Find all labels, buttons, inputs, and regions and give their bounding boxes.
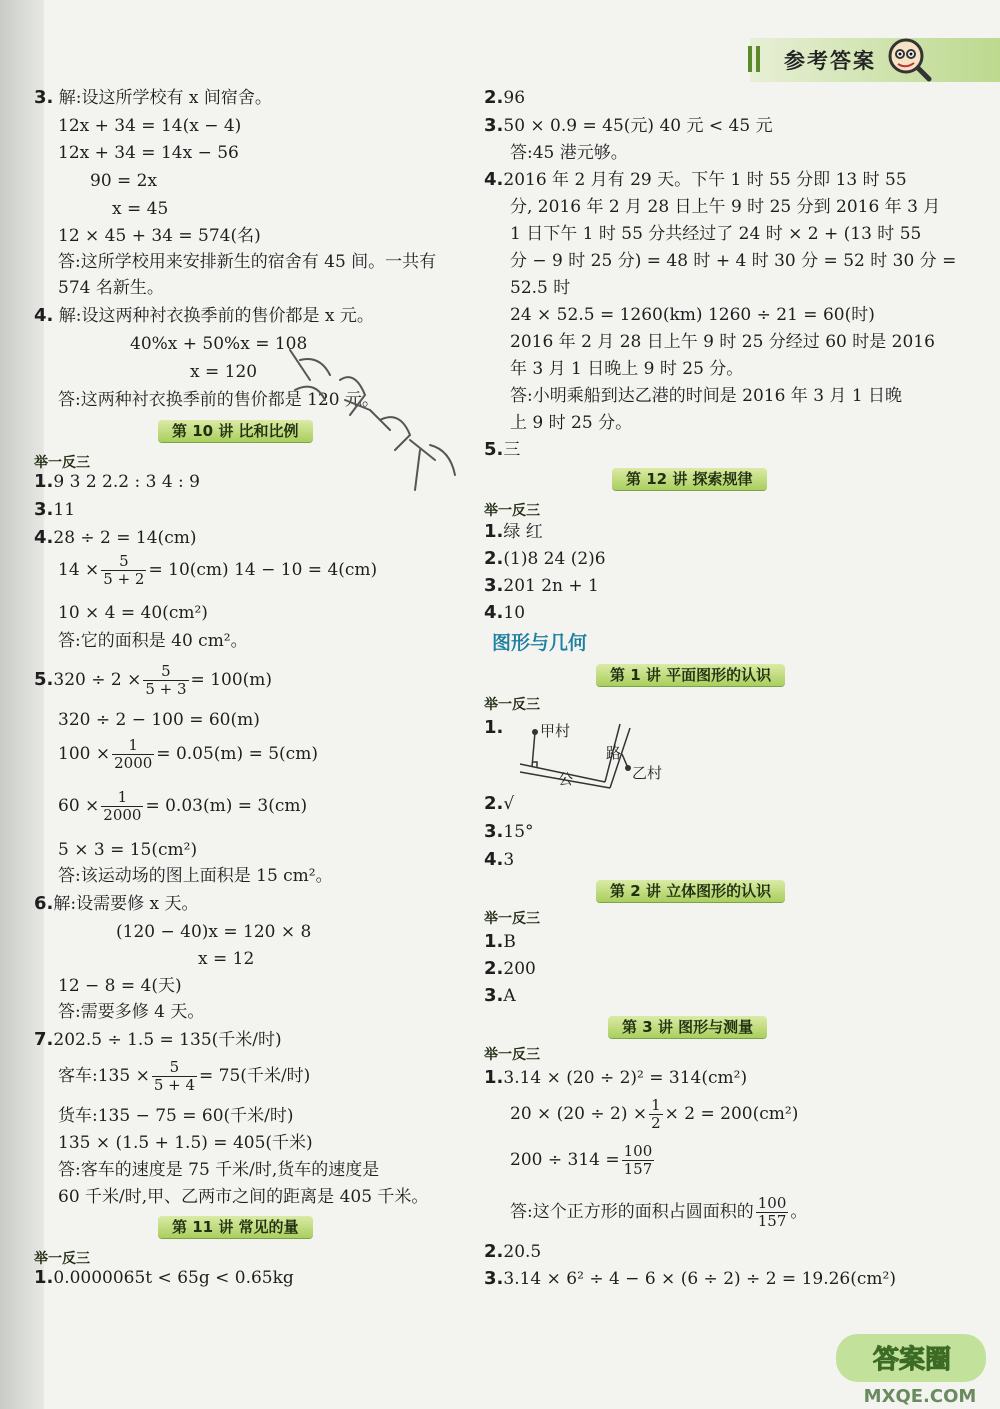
a1-line: [34, 470, 200, 494]
road-label-2: 路: [606, 744, 622, 762]
denominator: 2000: [103, 806, 142, 824]
r4-text: 2016 年 2 月有 29 天。下午 1 时 55 分即 13 时 55: [503, 170, 907, 190]
a5-line-1: [34, 662, 272, 698]
a6-line-1: [34, 892, 199, 916]
r4-line-7: 2016 年 2 月 28 日上午 9 时 25 分经过 60 时是 2016: [510, 332, 935, 352]
a5-result-3: = 0.03(m) = 3(cm): [145, 796, 308, 816]
practice-tag: 举一反三: [34, 1251, 90, 1267]
r4-line-9: 答:小明乘船到达乙港的时间是 2016 年 3 月 1 日晚: [510, 386, 903, 406]
a5-expr-2: 100 ×: [58, 744, 111, 764]
a5-expr-3: 60 ×: [58, 796, 100, 816]
b1-line: [34, 1266, 294, 1290]
r3-text: 50 × 0.9 = 45(元) 40 元 < 45 元: [503, 116, 773, 136]
village-a-label: 甲村: [540, 722, 571, 740]
lesson-3-banner: 第 3 讲 图形与测量: [608, 1016, 767, 1038]
a6-number: 6.: [34, 893, 54, 914]
fraction: [622, 1143, 655, 1178]
r4-line-8: 年 3 月 1 日晚上 9 时 25 分。: [510, 359, 744, 379]
a5-result: = 100(m): [190, 670, 273, 690]
c3-number: 3.: [484, 575, 504, 596]
a1-text: 9 3 2 2.2 : 3 4 : 9: [53, 472, 200, 492]
a6-line-3: x = 12: [198, 949, 255, 969]
e2-number: 2.: [484, 958, 504, 979]
d1-number: 1.: [484, 717, 504, 738]
q3-line-7: 答:这所学校用来安排新生的宿舍有 45 间。一共有: [58, 252, 437, 272]
r4-line-1: [484, 168, 907, 192]
f1-line-4: [510, 1194, 807, 1230]
b1-text: 0.0000065t < 65g < 0.65kg: [53, 1268, 294, 1288]
e3-line: [484, 984, 516, 1008]
f1-line-1: [484, 1066, 747, 1090]
q4-line-1: [34, 304, 374, 328]
r2-number: 2.: [484, 87, 504, 108]
a4-line-1: [34, 526, 196, 550]
r4-line-4: 分 − 9 时 25 分) = 48 时 + 4 时 30 分 = 52 时 30 分 =: [510, 251, 957, 271]
r4-number: 4.: [484, 169, 504, 190]
a4-line-4: 答:它的面积是 40 cm²。: [58, 631, 248, 651]
f1-text: 3.14 × (20 ÷ 2)² = 314(cm²): [503, 1068, 748, 1088]
a6-text: 解:设需要修 x 天。: [53, 894, 199, 914]
r4-line-2: 分, 2016 年 2 月 28 日上午 9 时 25 分到 2016 年 3 月: [510, 197, 941, 217]
f1-expr-2: 200 ÷ 314 =: [510, 1150, 620, 1170]
a6-line-4: 12 − 8 = 4(天): [58, 976, 182, 996]
a6-line-2: (120 − 40)x = 120 × 8: [116, 922, 312, 942]
c1-line: [484, 520, 543, 544]
denominator: 5 + 4: [153, 1076, 196, 1094]
denominator: 2: [651, 1114, 661, 1132]
numerator: 5: [152, 1059, 197, 1077]
a4-line-3: 10 × 4 = 40(cm²): [58, 603, 208, 623]
handwritten-scribble: [270, 340, 480, 510]
denominator: 157: [623, 1160, 653, 1178]
f3-number: 3.: [484, 1268, 504, 1289]
numerator: 1: [101, 789, 143, 807]
q4-line-4: 答:这两种衬衣换季前的售价都是 120 元。: [58, 390, 379, 410]
a7-line-1: [34, 1028, 282, 1052]
a5-line-3: [58, 736, 318, 772]
numerator: 100: [757, 1194, 787, 1212]
c4-text: 10: [503, 603, 526, 623]
numerator: 5: [101, 553, 146, 571]
d3-number: 3.: [484, 821, 504, 842]
q3-line-8: 574 名新生。: [58, 278, 164, 298]
numerator: 1: [651, 1096, 661, 1114]
c1-text: 绿 红: [503, 522, 543, 542]
a5-line-6: 答:该运动场的图上面积是 15 cm²。: [58, 866, 333, 886]
a5-line-2: 320 ÷ 2 − 100 = 60(m): [58, 710, 260, 730]
d2-line: [484, 792, 514, 816]
a7-number: 7.: [34, 1029, 54, 1050]
f1-result: × 2 = 200(cm²): [664, 1104, 799, 1124]
q4-number: 4.: [34, 305, 54, 326]
village-road-diagram: [510, 712, 710, 792]
a7-line-4: 135 × (1.5 + 1.5) = 405(千米): [58, 1133, 313, 1153]
e1-text: B: [503, 932, 516, 952]
a5-number: 5.: [34, 669, 54, 690]
c3-text: 201 2n + 1: [503, 576, 599, 596]
e2-text: 200: [503, 959, 536, 979]
village-a-dot: [532, 729, 538, 735]
e1-line: [484, 930, 516, 954]
f3-line: [484, 1267, 896, 1291]
c4-number: 4.: [484, 602, 504, 623]
e3-number: 3.: [484, 985, 504, 1006]
fraction: [649, 1097, 663, 1132]
e2-line: [484, 957, 536, 981]
r3-line-1: [484, 114, 773, 138]
f1-expr: 20 × (20 ÷ 2) ×: [510, 1104, 648, 1124]
magnifier-mascot-icon: [884, 34, 932, 82]
r5-number: 5.: [484, 439, 504, 460]
a7-line-3: 货车:135 − 75 = 60(千米/时): [58, 1106, 294, 1126]
a5-expr: 320 ÷ 2 ×: [53, 670, 142, 690]
numerator: 1: [112, 737, 154, 755]
numerator: 5: [143, 663, 188, 681]
a5-line-5: 5 × 3 = 15(cm²): [58, 840, 198, 860]
c2-text: (1)8 24 (2)6: [503, 549, 606, 569]
a3-text: 11: [53, 500, 76, 520]
r5-text: 三: [503, 440, 521, 460]
fraction: [112, 737, 154, 772]
binding-gutter: [0, 0, 44, 1409]
denominator: 5 + 2: [103, 570, 145, 588]
r3-number: 3.: [484, 115, 504, 136]
e1-number: 1.: [484, 931, 504, 952]
r5-line: [484, 438, 520, 462]
q3-line-2: 12x + 34 = 14(x − 4): [58, 116, 242, 136]
d4-number: 4.: [484, 849, 504, 870]
fraction: [101, 789, 143, 824]
a6-line-5: 答:需要多修 4 天。: [58, 1002, 205, 1022]
f2-line: [484, 1240, 541, 1264]
r2-line: [484, 86, 525, 110]
r4-line-3: 1 日下午 1 时 55 分共经过了 24 时 × 2 + (13 时 55: [510, 224, 922, 244]
lesson-10-banner: 第 10 讲 比和比例: [158, 420, 313, 442]
lesson-11-banner: 第 11 讲 常见的量: [158, 1216, 313, 1238]
r4-line-10: 上 9 时 25 分。: [510, 413, 633, 433]
lesson-12-banner: 第 12 讲 探索规律: [612, 468, 767, 490]
d1-line: [484, 716, 503, 740]
page-title: 参考答案: [784, 49, 876, 73]
d4-text: 3: [503, 850, 515, 870]
c2-line: [484, 547, 606, 571]
lesson-2-banner: 第 2 讲 立体图形的认识: [596, 880, 785, 902]
q3-text: 解:设这所学校有 x 间宿舍。: [58, 88, 272, 108]
a7-text: 202.5 ÷ 1.5 = 135(千米/时): [53, 1030, 282, 1050]
f1-answer-end: 。: [790, 1202, 808, 1222]
r4-line-5: 52.5 时: [510, 278, 571, 298]
village-b-dot: [625, 765, 631, 771]
road-label-1: 公: [558, 770, 574, 788]
r4-line-6: 24 × 52.5 = 1260(km) 1260 ÷ 21 = 60(时): [510, 305, 875, 325]
denominator: 2000: [114, 754, 153, 772]
f2-text: 20.5: [503, 1242, 542, 1262]
d2-text: √: [503, 794, 515, 814]
watermark-text: 答案圈: [872, 1345, 952, 1375]
watermark-logo: [820, 1330, 1000, 1409]
practice-tag: 举一反三: [34, 455, 90, 471]
f2-number: 2.: [484, 1241, 504, 1262]
fraction: [143, 663, 188, 698]
q3-line-4: 90 = 2x: [90, 171, 158, 191]
a7-result: = 75(千米/时): [199, 1066, 311, 1086]
b1-number: 1.: [34, 1267, 54, 1288]
a4-number: 4.: [34, 527, 54, 548]
a3-number: 3.: [34, 499, 54, 520]
denominator: 5 + 3: [145, 680, 187, 698]
a5-line-4: [58, 788, 307, 824]
f1-answer: 答:这个正方形的面积占圆面积的: [510, 1202, 754, 1222]
header-decoration: [748, 46, 766, 72]
practice-tag: 举一反三: [484, 1047, 540, 1063]
q4-line-2: 40%x + 50%x = 108: [130, 334, 308, 354]
q3-line-3: 12x + 34 = 14x − 56: [58, 143, 239, 163]
d4-line: [484, 848, 514, 872]
c3-line: [484, 574, 599, 598]
d3-line: [484, 820, 534, 844]
q4-line-3: x = 120: [190, 362, 258, 382]
q4-text: 解:设这两种衬衣换季前的售价都是 x 元。: [58, 306, 374, 326]
a3-line: [34, 498, 75, 522]
f3-text: 3.14 × 6² ÷ 4 − 6 × (6 ÷ 2) ÷ 2 = 19.26(cm²): [503, 1269, 896, 1289]
a7-line-6: 60 千米/时,甲、乙两市之间的距离是 405 千米。: [58, 1187, 429, 1207]
q3-number: 3.: [34, 87, 54, 108]
c4-line: [484, 601, 525, 625]
a5-result-2: = 0.05(m) = 5(cm): [156, 744, 318, 764]
q3-line-6: 12 × 45 + 34 = 574(名): [58, 226, 261, 246]
a4-expr: 14 ×: [58, 560, 100, 580]
c2-number: 2.: [484, 548, 504, 569]
denominator: 157: [757, 1212, 787, 1230]
section-title: 图形与几何: [492, 632, 588, 654]
a7-expr: 客车:135 ×: [58, 1066, 150, 1086]
f1-line-2: [510, 1096, 798, 1132]
a7-line-5: 答:客车的速度是 75 千米/时,货车的速度是: [58, 1160, 380, 1180]
a4-line-2: [58, 552, 377, 588]
q3-line-1: [34, 86, 272, 110]
e3-text: A: [503, 986, 516, 1006]
practice-tag: 举一反三: [484, 911, 540, 927]
a4-result: = 10(cm) 14 − 10 = 4(cm): [148, 560, 378, 580]
a7-line-2: [58, 1058, 310, 1094]
village-b-label: 乙村: [632, 764, 663, 782]
fraction: [756, 1195, 789, 1230]
lesson-1-banner: 第 1 讲 平面图形的认识: [596, 664, 785, 686]
fraction: [101, 553, 146, 588]
c1-number: 1.: [484, 521, 504, 542]
d3-text: 15°: [503, 822, 534, 842]
a1-number: 1.: [34, 471, 54, 492]
practice-tag: 举一反三: [484, 697, 540, 713]
f1-line-3: [510, 1142, 656, 1178]
r2-text: 96: [503, 88, 526, 108]
fraction: [152, 1059, 197, 1094]
q3-line-5: x = 45: [112, 199, 169, 219]
f1-number: 1.: [484, 1067, 504, 1088]
d2-number: 2.: [484, 793, 504, 814]
a4-text: 28 ÷ 2 = 14(cm): [53, 528, 197, 548]
r3-line-2: 答:45 港元够。: [510, 143, 628, 163]
practice-tag: 举一反三: [484, 503, 540, 519]
watermark-url: MXQE.COM: [863, 1386, 977, 1407]
numerator: 100: [623, 1142, 653, 1160]
